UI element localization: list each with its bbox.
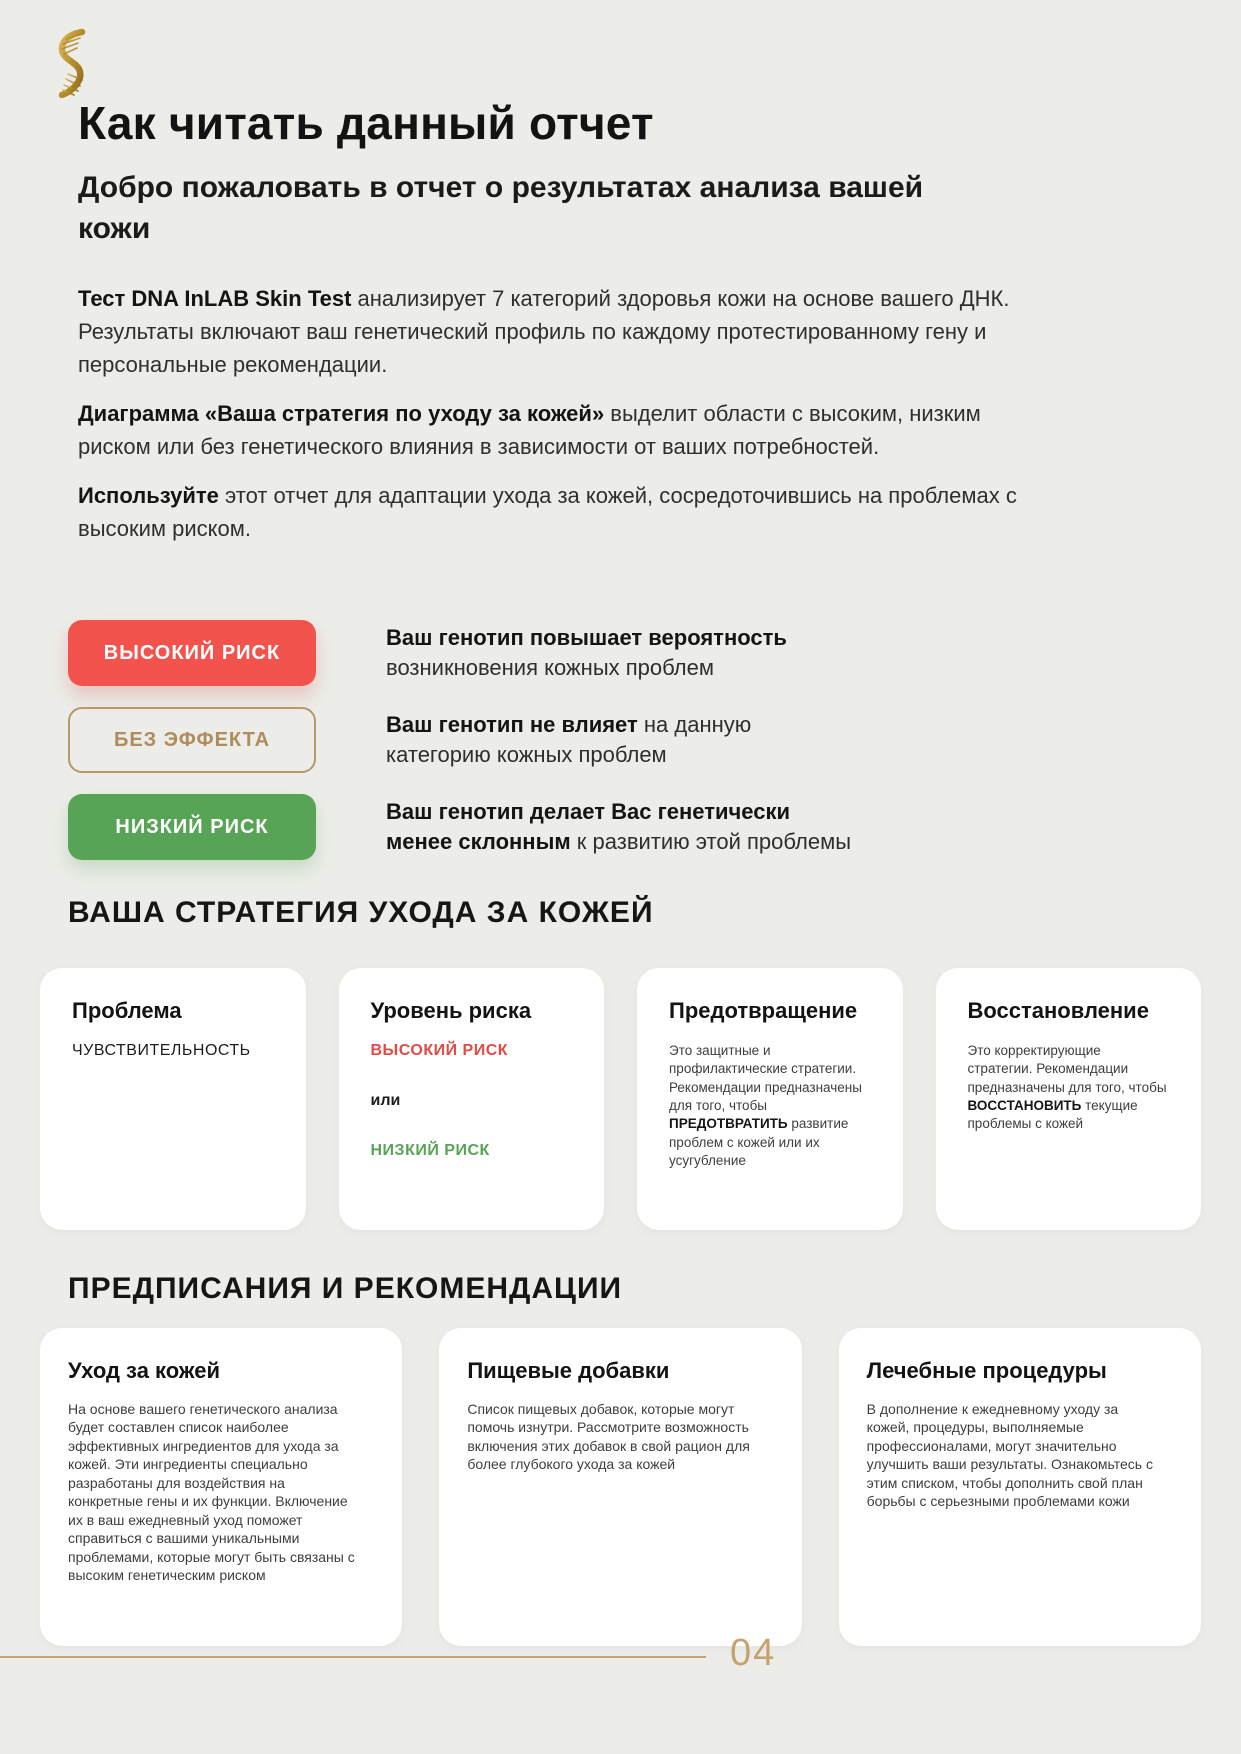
- low-risk-badge: НИЗКИЙ РИСК: [68, 794, 316, 860]
- page-title: Как читать данный отчет: [78, 97, 654, 149]
- high-risk-badge: ВЫСОКИЙ РИСК: [68, 620, 316, 686]
- intro-paragraph-test: Тест DNA InLAB Skin Test анализирует 7 категорий здоровья кожи на основе вашего ДНК. Результаты включают ваш генетический профиль по каждому протестированному гену и персональные рекомендации.: [78, 286, 1010, 377]
- legend-row-high-risk: [68, 620, 906, 686]
- or-label: или: [370, 1092, 401, 1109]
- intro-paragraph-use: Используйте этот отчет для адаптации ухода за кожей, сосредоточившись на проблемах с высоким риском.: [78, 483, 1017, 541]
- card-title: Пищевые добавки: [467, 1358, 670, 1383]
- legend-row-no-effect: [68, 707, 906, 773]
- page-number: 04: [730, 1632, 777, 1674]
- strategy-cards: [40, 968, 1201, 1230]
- footer-divider: [0, 1656, 706, 1658]
- strategy-card-problem: [40, 968, 306, 1230]
- legend-row-low-risk: [68, 794, 906, 860]
- prevention-body: Это защитные и профилактические стратегии. Рекомендации предназначены для того, чтобы ПРЕДОТВРАТИТЬ развитие проблем с кожей или их усугубление: [669, 1043, 862, 1169]
- page-subtitle: Добро пожаловать в отчет о результатах анализа вашей кожи: [78, 171, 924, 245]
- strategy-section-heading: ВАША СТРАТЕГИЯ УХОДА ЗА КОЖЕЙ: [68, 896, 654, 929]
- problem-value: ЧУВСТВИТЕЛЬНОСТЬ: [72, 1042, 251, 1059]
- strategy-card-risk-level: [339, 968, 605, 1230]
- card-title: Уровень риска: [370, 998, 532, 1023]
- no-effect-description: Ваш генотип не влияет на данную категорию кожных проблем: [386, 711, 752, 767]
- risk-legend: [68, 620, 906, 881]
- rec-card-skincare: [40, 1328, 402, 1646]
- intro-text: [78, 282, 1043, 561]
- recommendation-cards: [40, 1328, 1201, 1646]
- low-risk-description: Ваш генотип делает Вас генетически менее склонным к развитию этой проблемы: [386, 798, 851, 854]
- recommendations-section-heading: ПРЕДПИСАНИЯ И РЕКОМЕНДАЦИИ: [68, 1272, 623, 1305]
- no-effect-badge: БЕЗ ЭФФЕКТА: [68, 707, 316, 773]
- dna-helix-icon: [46, 28, 100, 103]
- card-title: Восстановление: [967, 998, 1149, 1023]
- rec-card-treatments: [839, 1328, 1201, 1646]
- rec-card-supplements: [439, 1328, 801, 1646]
- restoration-body: Это корректирующие стратегии. Рекомендации предназначены для того, чтобы ВОССТАНОВИТЬ текущие проблемы с кожей: [967, 1043, 1167, 1132]
- intro-paragraph-diagram: Диаграмма «Ваша стратегия по уходу за кожей» выделит области с высоким, низким риском или без генетического влияния в зависимости от ваших потребностей.: [78, 401, 981, 459]
- high-risk-description: Ваш генотип повышает вероятность возникновения кожных проблем: [386, 624, 787, 680]
- strategy-card-prevention: [637, 968, 903, 1230]
- skincare-body: На основе вашего генетического анализа будет составлен список наиболее эффективных ингредиентов для ухода за кожей. Эти ингредиенты специально разработаны для воздействия на конкретные гены и их функции. Включение их в ваш ежедневный уход поможет справиться с вашими уникальными проблемами, которые могут быть связаны с высоким генетическим риском: [68, 1401, 355, 1584]
- card-title: Уход за кожей: [68, 1358, 220, 1383]
- card-title: Проблема: [72, 998, 182, 1023]
- supplements-body: Список пищевых добавок, которые могут помочь изнутри. Рассмотрите возможность включения этих добавок в свой рацион для более глубокого ухода за кожей: [467, 1401, 750, 1473]
- card-title: Лечебные процедуры: [866, 1358, 1107, 1383]
- card-title: Предотвращение: [669, 998, 858, 1023]
- low-risk-label: НИЗКИЙ РИСК: [370, 1142, 490, 1159]
- strategy-card-restoration: [936, 968, 1202, 1230]
- treatments-body: В дополнение к ежедневному уходу за кожей, процедуры, выполняемые профессионалами, могут значительно улучшить ваши результаты. Ознакомьтесь с этим списком, чтобы дополнить свой план борьбы с серьезными проблемами кожи: [866, 1401, 1153, 1510]
- high-risk-label: ВЫСОКИЙ РИСК: [370, 1042, 509, 1059]
